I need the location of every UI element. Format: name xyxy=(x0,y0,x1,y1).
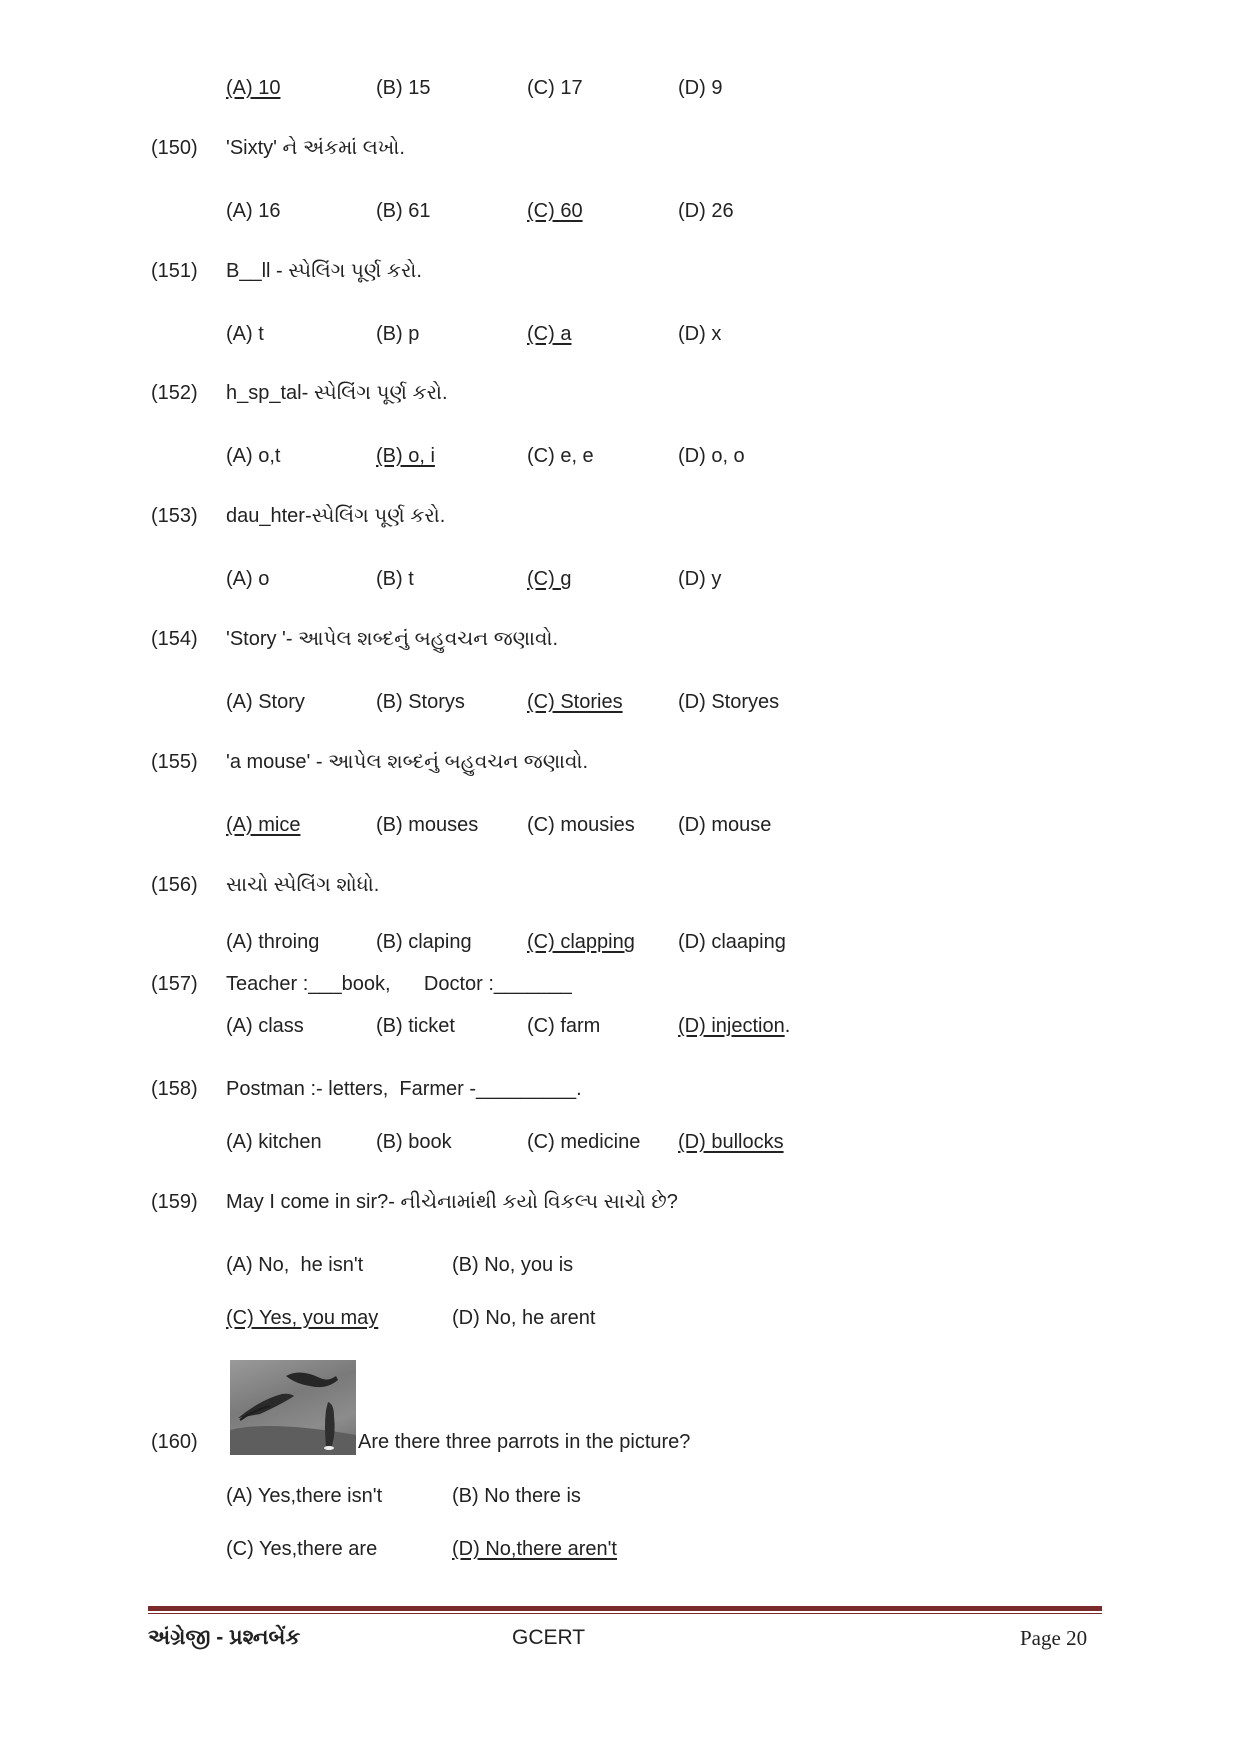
option-c: (C) a xyxy=(527,323,572,345)
option-d: (D) x xyxy=(678,323,722,345)
option-c: (C) e, e xyxy=(527,445,594,467)
option-a: (A) o xyxy=(226,568,270,590)
option-a: (A) mice xyxy=(226,814,301,836)
option-a: (A) Yes,there isn't xyxy=(226,1485,383,1507)
option-c: (C) Yes, you may xyxy=(226,1307,379,1329)
option-d: (D) Storyes xyxy=(678,691,780,713)
option-b: (B) claping xyxy=(376,931,472,953)
question-text: Postman :- letters, Farmer -_________. xyxy=(226,1078,582,1100)
option-a: (A) t xyxy=(226,323,264,345)
option-d: (D) mouse xyxy=(678,814,772,836)
question-number: (156) xyxy=(151,874,198,896)
option-a: (A) 16 xyxy=(226,200,281,222)
option-a: (A) o,t xyxy=(226,445,281,467)
question-number: (159) xyxy=(151,1191,198,1213)
option-b: (B) o, i xyxy=(376,445,435,467)
option-b: (B) ticket xyxy=(376,1015,455,1037)
option-b: (B) t xyxy=(376,568,414,590)
question-text: Are there three parrots in the picture? xyxy=(358,1431,691,1453)
option-d: (D) claaping xyxy=(678,931,786,953)
option-d-wrapper xyxy=(678,1013,790,1039)
option-b: (B) p xyxy=(376,323,420,345)
option-d: (D) y xyxy=(678,568,722,590)
question-number: (152) xyxy=(151,382,198,404)
question-text: h_sp_tal- સ્પેલિંગ પૂર્ણ કરો. xyxy=(226,382,448,404)
question-text: Teacher :___book, Doctor :_______ xyxy=(226,973,572,995)
option-d: (D) o, o xyxy=(678,445,745,467)
peacock-photo xyxy=(230,1360,356,1455)
option-b: (B) No there is xyxy=(452,1485,581,1507)
option-c: (C) medicine xyxy=(527,1131,641,1153)
option-d: (D) 9 xyxy=(678,77,723,99)
option-b: (B) 15 xyxy=(376,77,431,99)
question-text: May I come in sir?- નીચેનામાંથી કયો વિકલ્પ સાચો છે? xyxy=(226,1191,678,1213)
footer-publisher: GCERT xyxy=(512,1626,586,1649)
question-text: સાચો સ્પેલિંગ શોધો. xyxy=(226,874,380,896)
option-a: (A) 10 xyxy=(226,77,281,99)
option-d-period: . xyxy=(784,1015,791,1037)
option-a: (A) No, he isn't xyxy=(226,1254,364,1276)
option-c: (C) 60 xyxy=(527,200,583,222)
option-d: (D) No,there aren't xyxy=(452,1538,617,1560)
question-number: (153) xyxy=(151,505,198,527)
option-b: (B) mouses xyxy=(376,814,479,836)
option-c: (C) clapping xyxy=(527,931,635,953)
question-text: dau_hter-સ્પેલિંગ પૂર્ણ કરો. xyxy=(226,505,446,527)
option-c: (C) g xyxy=(527,568,572,590)
question-number: (158) xyxy=(151,1078,198,1100)
question-number: (157) xyxy=(151,973,198,995)
question-number: (160) xyxy=(151,1431,198,1453)
option-d: (D) injection xyxy=(678,1015,785,1037)
question-number: (150) xyxy=(151,137,198,159)
option-c: (C) 17 xyxy=(527,77,583,99)
option-a: (A) class xyxy=(226,1015,304,1037)
option-d: (D) No, he arent xyxy=(452,1307,596,1329)
footer-page-number: Page 20 xyxy=(1020,1626,1088,1650)
option-b: (B) No, you is xyxy=(452,1254,574,1276)
option-a: (A) throing xyxy=(226,931,320,953)
footer-rule-thin xyxy=(148,1613,1102,1614)
footer-subject: અંગ્રેજી - પ્રશ્નબેંક xyxy=(148,1626,301,1649)
question-text: 'a mouse' - આપેલ શબ્દનું બહુવચન જણાવો. xyxy=(226,751,589,773)
option-d: (D) 26 xyxy=(678,200,734,222)
option-d: (D) bullocks xyxy=(678,1131,784,1153)
question-text: B__ll - સ્પેલિંગ પૂર્ણ કરો. xyxy=(226,260,422,282)
option-b: (B) book xyxy=(376,1131,452,1153)
question-text: 'Story '- આપેલ શબ્દનું બહુવચન જણાવો. xyxy=(226,628,559,650)
question-number: (154) xyxy=(151,628,198,650)
footer-rule-thick xyxy=(148,1606,1102,1611)
question-number: (155) xyxy=(151,751,198,773)
option-c: (C) Yes,there are xyxy=(226,1538,378,1560)
option-a: (A) Story xyxy=(226,691,305,713)
option-c: (C) Stories xyxy=(527,691,623,713)
birds-illustration xyxy=(230,1360,356,1455)
option-a: (A) kitchen xyxy=(226,1131,322,1153)
question-text: 'Sixty' ને અંકમાં લખો. xyxy=(226,137,405,159)
option-b: (B) 61 xyxy=(376,200,431,222)
option-c: (C) farm xyxy=(527,1015,601,1037)
option-c: (C) mousies xyxy=(527,814,635,836)
question-number: (151) xyxy=(151,260,198,282)
option-b: (B) Storys xyxy=(376,691,465,713)
